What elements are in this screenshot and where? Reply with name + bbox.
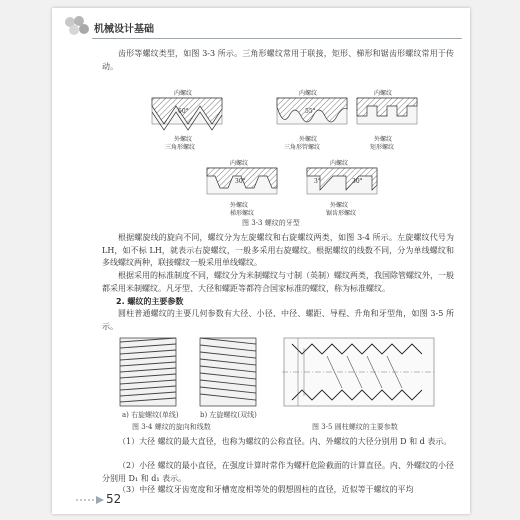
trapezoid-outer-label: 外螺纹 xyxy=(230,202,249,209)
figure-3-3-caption: 图 3-3 螺纹的牙型 xyxy=(242,219,300,227)
saw-angle-a-label: 3° xyxy=(314,178,321,185)
figure-3-4-label-a: a) 右旋螺纹(单线) xyxy=(122,411,179,419)
triangle-name-label: 三角形螺纹 xyxy=(165,144,196,151)
saw-name-label: 锯齿形螺纹 xyxy=(326,210,357,217)
figure-3-4-diagram xyxy=(52,8,470,428)
standard-paragraph: 根据采用的标准制度不同，螺纹分为米制螺纹与寸制（英制）螺纹两类，我国除管螺纹外，一般都采用米制螺纹。凡牙型、大径和螺距等都符合国家标准的螺纹，称为标准螺纹。 xyxy=(102,271,454,293)
saw-inner-label: 内螺纹 xyxy=(330,160,349,167)
trapezoid-inner-label: 内螺纹 xyxy=(230,160,249,167)
book-title: 机械设计基础 xyxy=(94,24,154,35)
triangle-outer-label: 外螺纹 xyxy=(174,136,193,143)
pipe-angle-label: 55° xyxy=(305,108,316,115)
param-minor-diameter: （2）小径 螺纹的最小直径，在强度计算时常作为螺杆危险截面的计算直径。内、外螺纹的小径分别用 D₁ 和 d₁ 表示。 xyxy=(102,461,454,483)
section-2-title: 2. 螺纹的主要参数 xyxy=(116,297,184,306)
section-2-body: 圆柱普通螺纹的主要几何参数有大径、小径、中径、螺距、导程、升角和牙型角，如图 3-5 所示。 xyxy=(102,309,454,331)
page-number: 52 xyxy=(106,492,122,506)
pipe-name-label: 三角形管螺纹 xyxy=(284,144,321,151)
triangle-inner-label: 内螺纹 xyxy=(174,90,193,97)
right-hand-screw xyxy=(120,338,176,406)
param-pitch-diameter: （3）中径 螺纹牙齿宽度和牙槽宽度相等处的假想圆柱的直径，近似等于螺纹的平均 xyxy=(118,485,414,494)
figure-3-5-caption: 图 3-5 圆柱螺纹的主要参数 xyxy=(312,423,398,431)
pipe-outer-label: 外螺纹 xyxy=(299,136,318,143)
intro-paragraph: 齿形等螺纹类型，如图 3-3 所示。三角形螺纹常用于联接，矩形、梯形和锯齿形螺纹常用于传动。 xyxy=(102,49,454,71)
pipe-inner-label: 内螺纹 xyxy=(299,90,318,97)
rect-name-label: 矩形螺纹 xyxy=(370,144,395,151)
param-major-diameter: （1）大径 螺纹的最大直径，也称为螺纹的公称直径。内、外螺纹的大径分别用 D 和 d 表示。 xyxy=(118,437,452,446)
figure-3-4-caption: 图 3-4 螺纹的旋向和线数 xyxy=(132,423,211,431)
rect-inner-label: 内螺纹 xyxy=(374,90,393,97)
triangle-angle-label: 60° xyxy=(178,108,189,115)
figure-3-4-label-b: b) 左旋螺纹(双线) xyxy=(200,411,257,419)
saw-angle-b-label: 30° xyxy=(352,178,363,185)
trapezoid-name-label: 梯形螺纹 xyxy=(230,210,255,217)
trapezoid-angle-label: 30° xyxy=(235,178,246,185)
left-hand-screw xyxy=(200,338,256,406)
book-page xyxy=(52,8,470,514)
rect-outer-label: 外螺纹 xyxy=(374,136,393,143)
thread-parameter-drawing xyxy=(282,338,436,406)
page-arrow-icon xyxy=(76,496,104,504)
direction-paragraph: 根据螺旋线的旋向不同，螺纹分为左旋螺纹和右旋螺纹两类，如图 3-4 所示。左旋螺纹代号为 LH，如不标 LH，就表示右旋螺纹，一般多采用右旋螺纹。根据螺纹的线数不同，分为单线螺纹和多线螺纹两种，联接螺纹一般采用单线螺纹。 xyxy=(102,233,454,267)
saw-outer-label: 外螺纹 xyxy=(330,202,349,209)
